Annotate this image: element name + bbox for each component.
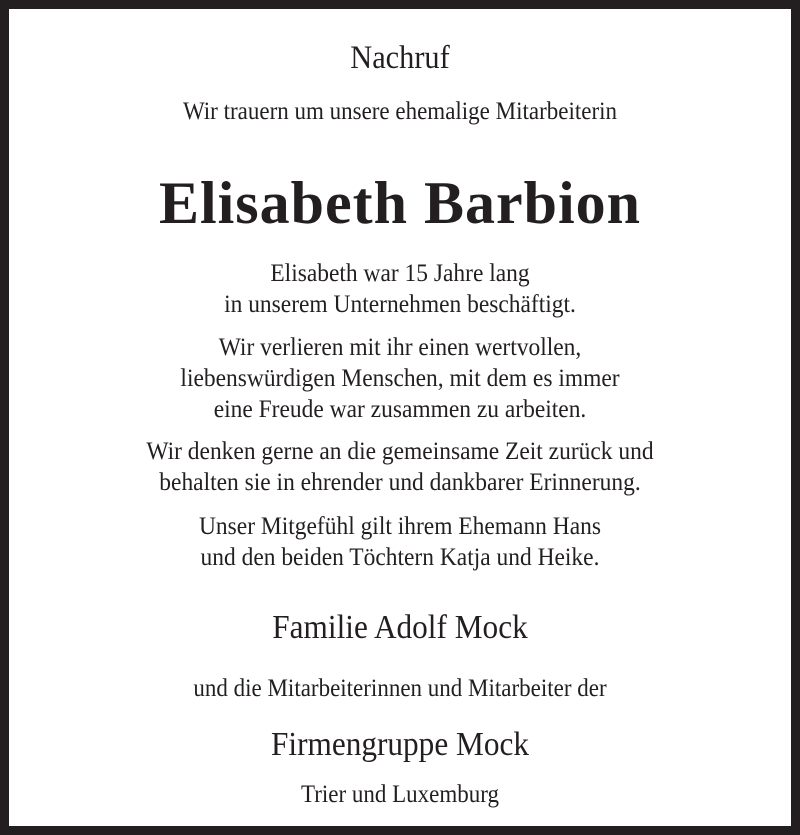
paragraph-line: Wir denken gerne an die gemeinsame Zeit zurück und (146, 436, 654, 465)
obituary-notice (9, 9, 791, 826)
company-location: Trier und Luxemburg (300, 781, 500, 808)
paragraph-line: eine Freude war zusammen zu arbeiten. (213, 394, 587, 423)
signatory-staff: und die Mitarbeiterinnen und Mitarbeiter der (193, 675, 607, 702)
paragraph-line: Unser Mitgefühl gilt ihrem Ehemann Hans (198, 511, 601, 540)
paragraph-line: Elisabeth war 15 Jahre lang (270, 258, 530, 287)
company-name: Firmengruppe Mock (270, 726, 530, 763)
signatory-family: Familie Adolf Mock (272, 609, 528, 646)
deceased-name: Elisabeth Barbion (158, 170, 642, 236)
paragraph-line: behalten sie in ehrender und dankbarer Erinnerung. (159, 467, 641, 496)
paragraph-line: und den beiden Töchtern Katja und Heike. (200, 542, 600, 571)
paragraph-loss (40, 331, 759, 424)
paragraph-memory (40, 435, 759, 497)
paragraph-line: Wir verlieren mit ihr einen wertvollen, (218, 332, 582, 361)
heading: Nachruf (350, 40, 450, 76)
paragraph-line: in unserem Unternehmen beschäftigt. (224, 289, 576, 318)
paragraph-line: liebenswürdigen Menschen, mit dem es immer (180, 363, 620, 392)
paragraph-condolence (40, 510, 759, 572)
intro-text: Wir trauern um unsere ehemalige Mitarbeiterin (183, 98, 617, 125)
paragraph-service (40, 257, 759, 319)
